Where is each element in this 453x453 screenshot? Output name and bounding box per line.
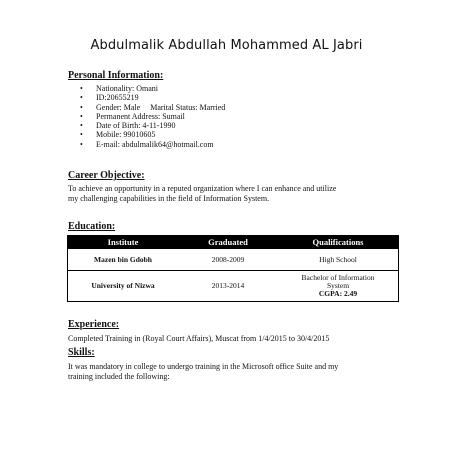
id-item: • ID:20655219 — [80, 93, 225, 102]
qualification-line-1: High School — [319, 255, 357, 264]
address-item: • Permanent Address: Sumail — [80, 112, 225, 121]
career-objective-text — [68, 184, 398, 204]
personal-information-list — [80, 84, 225, 149]
career-objective-line-1: To achieve an opportunity in a reputed organization where I can enhance and utilize — [68, 184, 337, 193]
skills-text — [68, 362, 398, 382]
email-item: • E-mail: abdulmalik64@hotmail.com — [80, 140, 225, 149]
skills-line-2: training included the following: — [68, 372, 170, 381]
institute-cell: University of Nizwa — [68, 271, 179, 302]
career-objective-line-2: my challenging capabilities in the field of Information System. — [68, 194, 270, 203]
gpa-text: CGPA: 2.49 — [318, 289, 358, 298]
skills-heading: Skills: — [68, 347, 95, 358]
education-table — [67, 235, 399, 302]
nationality-item: • Nationality: Omani — [80, 84, 225, 93]
graduated-cell: 2013-2014 — [178, 271, 278, 302]
column-header-graduated: Graduated — [178, 235, 278, 249]
education-header-row — [68, 235, 399, 249]
graduated-cell: 2008-2009 — [178, 249, 278, 271]
candidate-name: Abdulmalik Abdullah Mohammed AL Jabri — [90, 38, 363, 53]
career-objective-heading: Career Objective: — [68, 170, 145, 181]
institute-cell: Mazen bin Gdobh — [68, 249, 179, 271]
personal-information-heading: Personal Information: — [68, 70, 164, 81]
gender-marital-item: • Gender: Male Marital Status: Married — [80, 103, 225, 112]
column-header-institute: Institute — [68, 235, 179, 249]
column-header-qualifications: Qualifications — [278, 235, 399, 249]
qualification-cell — [278, 249, 399, 271]
table-row — [68, 249, 399, 271]
skills-line-1: It was mandatory in college to undergo training in the Microsoft office Suite and my — [68, 362, 339, 371]
experience-heading: Experience: — [68, 319, 120, 330]
qualification-line-1: Bachelor of Information — [301, 273, 375, 282]
education-heading: Education: — [68, 221, 116, 232]
experience-text: Completed Training in (Royal Court Affairs), Muscat from 1/4/2015 to 30/4/2015 — [68, 334, 330, 343]
qualification-cell — [278, 271, 399, 302]
mobile-item: • Mobile: 99010605 — [80, 130, 225, 139]
qualification-line-2: System — [326, 281, 350, 290]
date-of-birth-item: • Date of Birth: 4-11-1990 — [80, 121, 225, 130]
table-row — [68, 271, 399, 302]
